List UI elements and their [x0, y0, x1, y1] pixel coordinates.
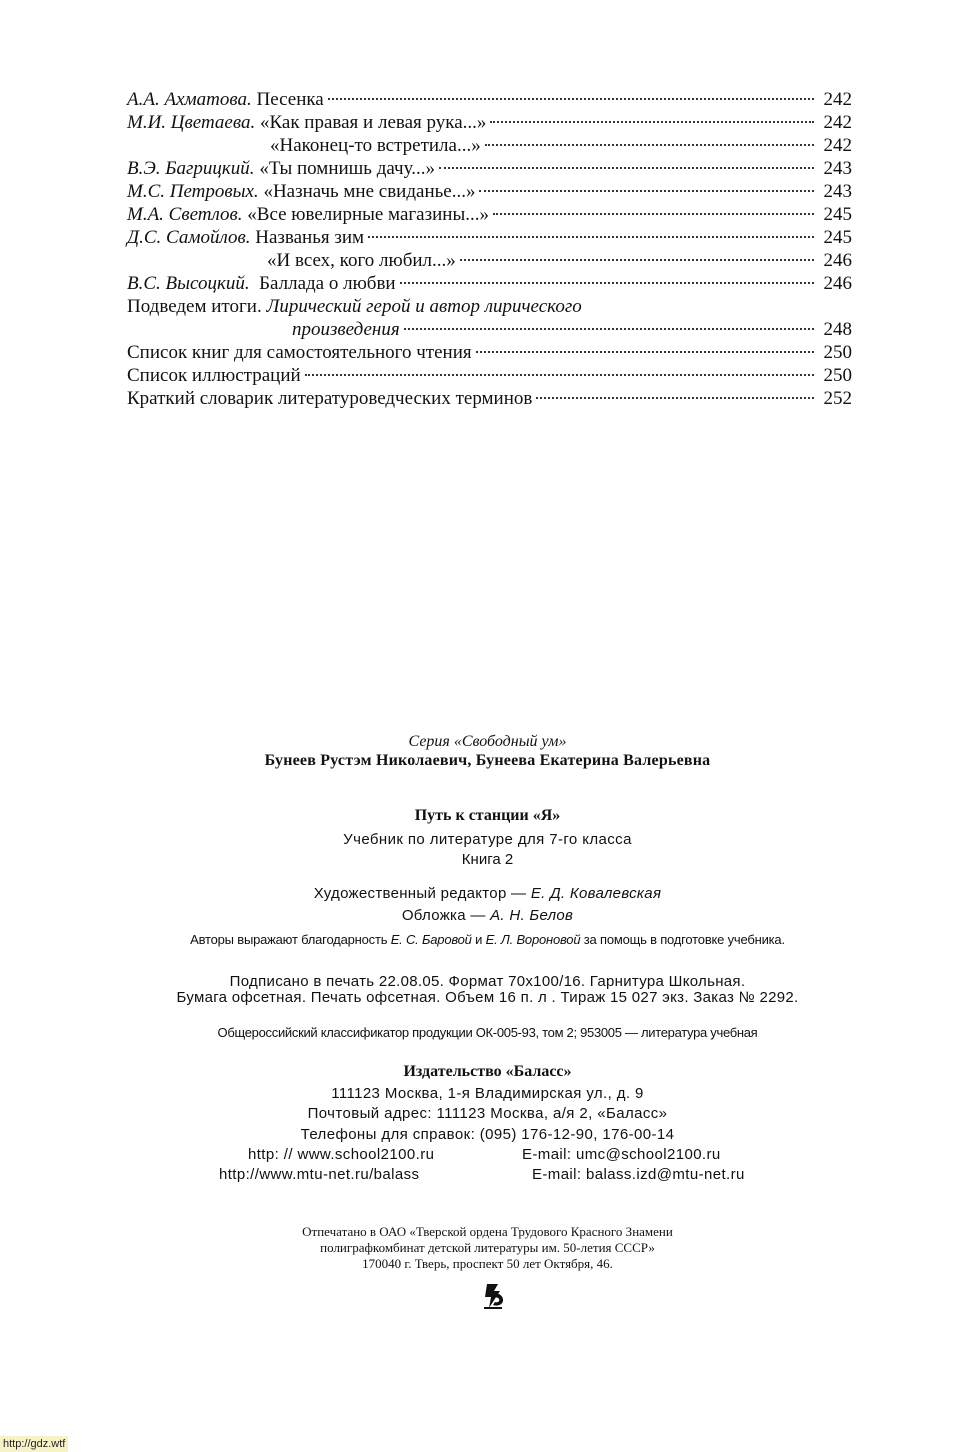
- dot-leader: [485, 144, 814, 146]
- publisher-name: Издательство «Баласс»: [403, 1063, 572, 1080]
- watermark-link[interactable]: http://gdz.wtf: [0, 1436, 68, 1452]
- acknowledgements: Авторы выражают благодарность Е. С. Баровой и Е. Л. Вороновой за помощь в подготовке учебника.: [190, 932, 785, 947]
- toc-page: 242: [823, 89, 852, 110]
- toc-title: Баллада о любви: [259, 273, 396, 294]
- toc-entry: [127, 88, 852, 111]
- toc-page: 250: [823, 342, 852, 363]
- toc-page: 246: [823, 250, 852, 271]
- art-editor: Художественный редактор — Е. Д. Ковалевская: [313, 885, 662, 902]
- toc-page: 243: [823, 181, 852, 202]
- toc-page: 250: [823, 365, 852, 386]
- email-address: E-mail: balass.izd@mtu-net.ru: [532, 1166, 745, 1183]
- toc-author: М.С. Петровых.: [127, 181, 259, 202]
- printer-line1: Отпечатано в ОАО «Тверской ордена Трудового Красного Знамени: [302, 1224, 673, 1239]
- toc-title: «Наконец-то встретила...»: [270, 135, 481, 156]
- book-subtitle: Учебник по литературе для 7-го класса: [343, 831, 632, 848]
- toc-entry: [127, 364, 852, 387]
- toc-entry-summary: [127, 295, 852, 341]
- toc-title: Краткий словарик литературоведческих терминов: [127, 388, 533, 409]
- toc-title: «Как правая и левая рука...»: [259, 112, 487, 133]
- printer-line2: полиграфкомбинат детской литературы им. 50-летия СССР»: [320, 1240, 655, 1255]
- dot-leader: [328, 98, 814, 100]
- cover-designer: Обложка — А. Н. Белов: [401, 907, 574, 924]
- book-volume: Книга 2: [461, 851, 514, 868]
- toc-entry: [127, 226, 852, 249]
- print-specs-line1: Подписано в печать 22.08.05. Формат 70x100/16. Гарнитура Школьная.: [229, 973, 746, 990]
- toc-entry: [127, 203, 852, 226]
- toc-page: 243: [823, 158, 852, 179]
- toc-prefix: Подведем итоги.: [127, 296, 262, 317]
- email-address: E-mail: umc@school2100.ru: [522, 1146, 721, 1163]
- printer-address: 170040 г. Тверь, проспект 50 лет Октября, 46.: [362, 1256, 613, 1271]
- toc-entry: [127, 157, 852, 180]
- toc-title: «Ты помнишь дачу...»: [259, 158, 435, 179]
- toc-author: В.С. Высоцкий.: [127, 273, 250, 294]
- table-of-contents: [127, 88, 852, 410]
- toc-page: 246: [823, 273, 852, 294]
- toc-title: Лирический герой и автор лирического: [266, 296, 582, 317]
- toc-page: 248: [823, 319, 852, 340]
- toc-page: 245: [823, 204, 852, 225]
- printer-mark-icon: [478, 1280, 510, 1312]
- website-link: http: // www.school2100.ru: [248, 1146, 435, 1163]
- dot-leader: [476, 351, 814, 353]
- product-classifier: Общероссийский классификатор продукции ОК-005-93, том 2; 953005 — литература учебная: [217, 1025, 758, 1040]
- toc-entry: [127, 134, 852, 157]
- toc-page: 242: [823, 135, 852, 156]
- dot-leader: [439, 167, 814, 169]
- dot-leader: [368, 236, 814, 238]
- toc-author: А.А. Ахматова.: [127, 89, 252, 110]
- toc-page: 245: [823, 227, 852, 248]
- print-specs-line2: Бумага офсетная. Печать офсетная. Объем 16 п. л . Тираж 15 027 экз. Заказ № 2292.: [176, 989, 799, 1006]
- toc-entry: [127, 387, 852, 410]
- toc-title: «И всех, кого любил...»: [267, 250, 456, 271]
- dot-leader: [404, 328, 814, 330]
- toc-title: «Все ювелирные магазины...»: [247, 204, 489, 225]
- postal-address: Почтовый адрес: 111123 Москва, а/я 2, «Баласс»: [307, 1105, 668, 1122]
- series-name: Серия «Свободный ум»: [408, 733, 567, 750]
- toc-title: Список книг для самостоятельного чтения: [127, 342, 472, 363]
- toc-author: Д.С. Самойлов.: [127, 227, 251, 248]
- dot-leader: [400, 282, 814, 284]
- toc-page: 242: [823, 112, 852, 133]
- toc-entry: [127, 111, 852, 134]
- toc-entry: [127, 272, 852, 295]
- book-title: Путь к станции «Я»: [414, 807, 561, 824]
- dot-leader: [479, 190, 814, 192]
- dot-leader: [490, 121, 814, 123]
- book-authors: Бунеев Рустэм Николаевич, Бунеева Екатерина Валерьевна: [264, 752, 711, 769]
- phone-numbers: Телефоны для справок: (095) 176-12-90, 176-00-14: [300, 1126, 675, 1143]
- dot-leader: [305, 374, 814, 376]
- toc-author: В.Э. Багрицкий.: [127, 158, 255, 179]
- toc-title: «Назначь мне свиданье...»: [263, 181, 476, 202]
- toc-entry: [127, 180, 852, 203]
- website-link: http://www.mtu-net.ru/balass: [219, 1166, 420, 1183]
- toc-title: Список иллюстраций: [127, 365, 301, 386]
- toc-author: М.И. Цветаева.: [127, 112, 256, 133]
- toc-entry: [127, 341, 852, 364]
- publisher-address: 111123 Москва, 1-я Владимирская ул., д. 9: [331, 1085, 644, 1102]
- toc-entry: [127, 249, 852, 272]
- toc-title: Песенка: [256, 89, 324, 110]
- dot-leader: [536, 397, 814, 399]
- toc-title-continuation: произведения: [292, 319, 400, 340]
- dot-leader: [460, 259, 814, 261]
- toc-title: Названья зим: [255, 227, 365, 248]
- toc-author: М.А. Светлов.: [127, 204, 243, 225]
- dot-leader: [493, 213, 814, 215]
- toc-page: 252: [823, 388, 852, 409]
